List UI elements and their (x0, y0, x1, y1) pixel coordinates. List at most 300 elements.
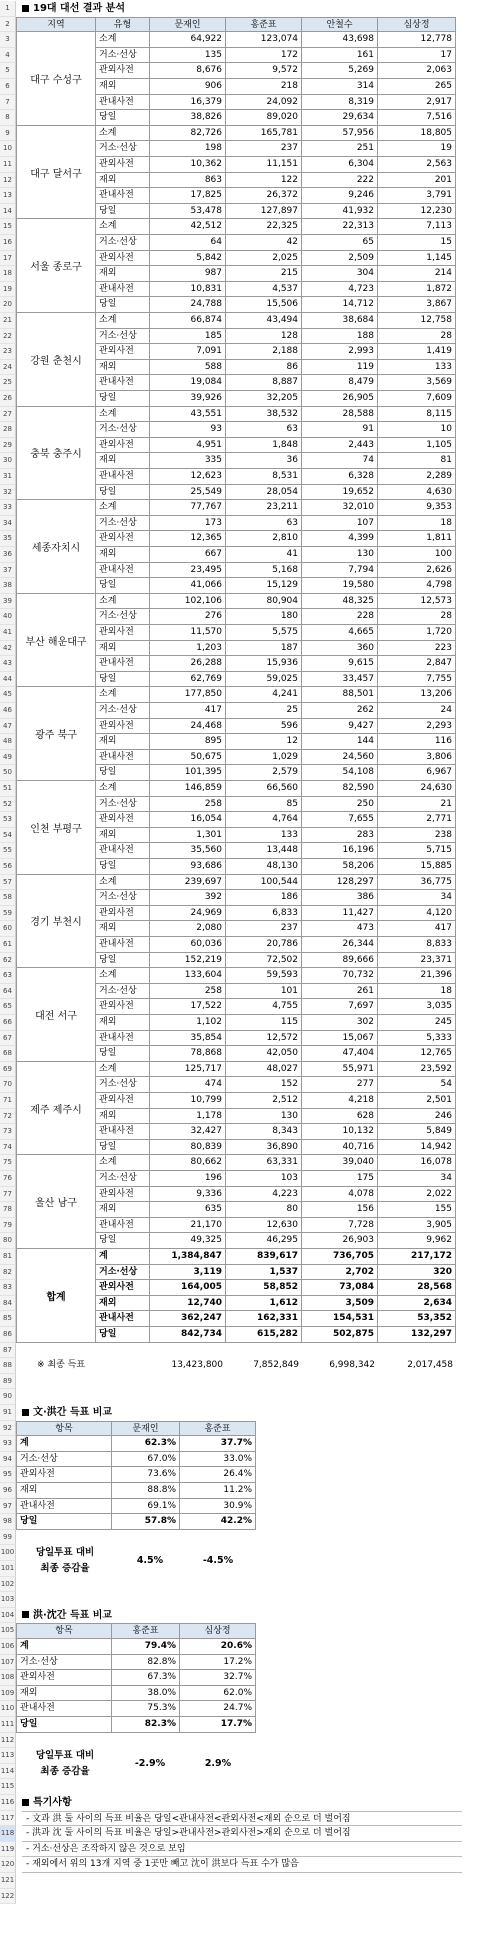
ahn-value[interactable]: 175 (302, 1171, 378, 1187)
row-number[interactable]: 113 (0, 1748, 16, 1764)
ahn-value[interactable]: 33,457 (302, 672, 378, 688)
moon-value[interactable]: 24,969 (150, 906, 226, 922)
row-number[interactable]: 107 (0, 1655, 16, 1671)
sim-value[interactable]: 4,630 (378, 485, 456, 501)
moon-hong-header[interactable]: 항목 (16, 1421, 112, 1437)
moon-value[interactable]: 258 (150, 984, 226, 1000)
sim-value[interactable]: 1,105 (378, 438, 456, 454)
ahn-value[interactable]: 57,956 (302, 126, 378, 142)
row-number[interactable]: 84 (0, 1296, 16, 1312)
note-line[interactable]: - 洪과 沈 둘 사이의 득표 비율은 당일>관내사전>관외사전>재외 순으로 더 벌어짐 (22, 1826, 462, 1842)
row-number[interactable]: 52 (0, 797, 16, 813)
ahn-value[interactable]: 32,010 (302, 500, 378, 516)
hong-value[interactable]: 839,617 (226, 1249, 302, 1265)
hong-value[interactable]: 103 (226, 1171, 302, 1187)
row-number[interactable]: 76 (0, 1171, 16, 1187)
type-cell[interactable]: 관외사전 (96, 812, 150, 828)
row-number[interactable]: 23 (0, 344, 16, 360)
row-number[interactable]: 114 (0, 1764, 16, 1780)
ahn-value[interactable]: 2,702 (302, 1265, 378, 1281)
row-number[interactable]: 80 (0, 1233, 16, 1249)
hong-value[interactable]: 2,025 (226, 251, 302, 267)
hong-sim-value-b[interactable]: 20.6% (180, 1639, 256, 1655)
row-number[interactable]: 55 (0, 843, 16, 859)
type-cell[interactable]: 관외사전 (96, 1187, 150, 1203)
hong-value[interactable]: 123,074 (226, 32, 302, 48)
sim-value[interactable]: 34 (378, 1171, 456, 1187)
ahn-value[interactable]: 8,479 (302, 375, 378, 391)
moon-value[interactable]: 135 (150, 48, 226, 64)
hong-value[interactable]: 12,572 (226, 1031, 302, 1047)
type-cell[interactable]: 당일 (96, 1327, 150, 1343)
type-cell[interactable]: 소계 (96, 968, 150, 984)
row-number[interactable]: 25 (0, 375, 16, 391)
row-number[interactable]: 40 (0, 609, 16, 625)
ahn-value[interactable]: 8,319 (302, 95, 378, 111)
type-cell[interactable]: 재외 (96, 360, 150, 376)
sim-value[interactable]: 320 (378, 1265, 456, 1281)
type-cell[interactable]: 재외 (96, 453, 150, 469)
hong-value[interactable]: 165,781 (226, 126, 302, 142)
type-cell[interactable]: 관외사전 (96, 906, 150, 922)
type-cell[interactable]: 당일 (96, 297, 150, 313)
row-number[interactable]: 72 (0, 1109, 16, 1125)
hong-value[interactable]: 6,833 (226, 906, 302, 922)
type-cell[interactable]: 소계 (96, 32, 150, 48)
sim-value[interactable]: 2,293 (378, 719, 456, 735)
sim-value[interactable]: 100 (378, 547, 456, 563)
ahn-value[interactable]: 277 (302, 1077, 378, 1093)
row-number[interactable]: 57 (0, 875, 16, 891)
moon-hong-item[interactable]: 거소·선상 (16, 1452, 112, 1468)
type-cell[interactable]: 거소·선상 (96, 48, 150, 64)
region-cell[interactable]: 대구 달서구 (16, 126, 96, 220)
moon-value[interactable]: 276 (150, 609, 226, 625)
hong-sim-value-a[interactable]: 67.3% (112, 1670, 180, 1686)
hong-value[interactable]: 101 (226, 984, 302, 1000)
row-number[interactable]: 104 (0, 1608, 16, 1624)
type-cell[interactable]: 재외 (96, 1202, 150, 1218)
hong-value[interactable]: 4,223 (226, 1187, 302, 1203)
hong-value[interactable]: 15,129 (226, 578, 302, 594)
region-cell[interactable]: 대전 서구 (16, 968, 96, 1062)
type-cell[interactable]: 관외사전 (96, 999, 150, 1015)
moon-hong-value-b[interactable]: 37.7% (180, 1436, 256, 1452)
row-number[interactable]: 67 (0, 1031, 16, 1047)
header-region[interactable]: 지역 (16, 17, 96, 33)
moon-hong-summary-a[interactable]: 4.5% (136, 1555, 164, 1567)
region-cell[interactable]: 대구 수성구 (16, 32, 96, 126)
moon-value[interactable]: 1,203 (150, 641, 226, 657)
row-number[interactable]: 28 (0, 422, 16, 438)
type-cell[interactable]: 소계 (96, 407, 150, 423)
row-number[interactable]: 5 (0, 63, 16, 79)
ahn-value[interactable]: 144 (302, 734, 378, 750)
hong-value[interactable]: 63 (226, 516, 302, 532)
hong-value[interactable]: 72,502 (226, 953, 302, 969)
hong-value[interactable]: 162,331 (226, 1311, 302, 1327)
row-number[interactable]: 71 (0, 1093, 16, 1109)
row-number[interactable]: 110 (0, 1701, 16, 1717)
hong-value[interactable]: 172 (226, 48, 302, 64)
sim-value[interactable]: 53,352 (378, 1311, 456, 1327)
row-number[interactable]: 90 (0, 1389, 16, 1405)
row-number[interactable]: 41 (0, 625, 16, 641)
moon-value[interactable]: 164,005 (150, 1280, 226, 1296)
ahn-value[interactable]: 26,903 (302, 1233, 378, 1249)
hong-value[interactable]: 4,537 (226, 282, 302, 298)
row-number[interactable]: 112 (0, 1733, 16, 1749)
moon-value[interactable]: 196 (150, 1171, 226, 1187)
sim-value[interactable]: 5,333 (378, 1031, 456, 1047)
row-number[interactable]: 38 (0, 578, 16, 594)
row-number[interactable]: 108 (0, 1670, 16, 1686)
ahn-value[interactable]: 26,905 (302, 391, 378, 407)
moon-value[interactable]: 53,478 (150, 204, 226, 220)
row-number[interactable]: 9 (0, 126, 16, 142)
hong-value[interactable]: 215 (226, 266, 302, 282)
row-number[interactable]: 116 (0, 1795, 16, 1811)
ahn-value[interactable]: 41,932 (302, 204, 378, 220)
ahn-value[interactable]: 2,443 (302, 438, 378, 454)
row-number[interactable]: 69 (0, 1062, 16, 1078)
hong-value[interactable]: 9,572 (226, 63, 302, 79)
moon-hong-value-a[interactable]: 88.8% (112, 1483, 180, 1499)
sim-value[interactable]: 54 (378, 1077, 456, 1093)
sim-value[interactable]: 201 (378, 173, 456, 189)
ahn-value[interactable]: 6,304 (302, 157, 378, 173)
row-number[interactable]: 64 (0, 984, 16, 1000)
moon-value[interactable]: 1,102 (150, 1015, 226, 1031)
type-cell[interactable]: 관내사전 (96, 843, 150, 859)
type-cell[interactable]: 거소·선상 (96, 516, 150, 532)
row-number[interactable]: 45 (0, 687, 16, 703)
sim-value[interactable]: 24,630 (378, 781, 456, 797)
row-number[interactable]: 106 (0, 1639, 16, 1655)
sim-value[interactable]: 1,145 (378, 251, 456, 267)
hong-value[interactable]: 63 (226, 422, 302, 438)
region-cell[interactable]: 경기 부천시 (16, 875, 96, 969)
row-number[interactable]: 115 (0, 1779, 16, 1795)
sim-value[interactable]: 246 (378, 1109, 456, 1125)
ahn-value[interactable]: 3,509 (302, 1296, 378, 1312)
moon-value[interactable]: 35,560 (150, 843, 226, 859)
sim-value[interactable]: 16,078 (378, 1155, 456, 1171)
row-number[interactable]: 14 (0, 204, 16, 220)
hong-value[interactable]: 8,887 (226, 375, 302, 391)
hong-value[interactable]: 615,282 (226, 1327, 302, 1343)
hong-value[interactable]: 1,612 (226, 1296, 302, 1312)
ahn-value[interactable]: 188 (302, 329, 378, 345)
row-number[interactable]: 78 (0, 1202, 16, 1218)
hong-value[interactable]: 66,560 (226, 781, 302, 797)
hong-value[interactable]: 4,241 (226, 687, 302, 703)
row-number[interactable]: 105 (0, 1623, 16, 1639)
sim-value[interactable]: 2,847 (378, 656, 456, 672)
row-number[interactable]: 93 (0, 1436, 16, 1452)
sim-value[interactable]: 24 (378, 703, 456, 719)
hong-value[interactable]: 5,168 (226, 563, 302, 579)
moon-value[interactable]: 17,825 (150, 188, 226, 204)
ahn-value[interactable]: 55,971 (302, 1062, 378, 1078)
moon-value[interactable]: 239,697 (150, 875, 226, 891)
moon-value[interactable]: 62,769 (150, 672, 226, 688)
type-cell[interactable]: 거소·선상 (96, 890, 150, 906)
hong-value[interactable]: 63,331 (226, 1155, 302, 1171)
hong-value[interactable]: 4,764 (226, 812, 302, 828)
ahn-value[interactable]: 29,634 (302, 110, 378, 126)
header-hong[interactable]: 홍준표 (226, 17, 302, 33)
type-cell[interactable]: 당일 (96, 391, 150, 407)
hong-value[interactable]: 115 (226, 1015, 302, 1031)
hong-value[interactable]: 128 (226, 329, 302, 345)
hong-value[interactable]: 59,025 (226, 672, 302, 688)
moon-value[interactable]: 8,676 (150, 63, 226, 79)
type-cell[interactable]: 재외 (96, 828, 150, 844)
type-cell[interactable]: 당일 (96, 672, 150, 688)
ahn-value[interactable]: 14,712 (302, 297, 378, 313)
ahn-value[interactable]: 16,196 (302, 843, 378, 859)
moon-value[interactable]: 12,365 (150, 531, 226, 547)
type-cell[interactable]: 재외 (96, 921, 150, 937)
row-number[interactable]: 102 (0, 1577, 16, 1593)
hong-value[interactable]: 2,512 (226, 1093, 302, 1109)
moon-hong-value-b[interactable]: 26.4% (180, 1467, 256, 1483)
moon-value[interactable]: 80,662 (150, 1155, 226, 1171)
row-number[interactable]: 81 (0, 1249, 16, 1265)
ahn-value[interactable]: 43,698 (302, 32, 378, 48)
moon-value[interactable]: 146,859 (150, 781, 226, 797)
type-cell[interactable]: 관내사전 (96, 1031, 150, 1047)
sim-value[interactable]: 2,501 (378, 1093, 456, 1109)
sim-value[interactable]: 2,022 (378, 1187, 456, 1203)
ahn-value[interactable]: 7,655 (302, 812, 378, 828)
hong-sim-value-a[interactable]: 79.4% (112, 1639, 180, 1655)
sim-value[interactable]: 7,113 (378, 219, 456, 235)
moon-value[interactable]: 102,106 (150, 594, 226, 610)
row-number[interactable]: 42 (0, 641, 16, 657)
sim-value[interactable]: 417 (378, 921, 456, 937)
sim-value[interactable]: 116 (378, 734, 456, 750)
hong-value[interactable]: 80 (226, 1202, 302, 1218)
ahn-value[interactable]: 314 (302, 79, 378, 95)
row-number[interactable]: 1 (0, 1, 16, 17)
ahn-value[interactable]: 4,078 (302, 1187, 378, 1203)
hong-value[interactable]: 237 (226, 921, 302, 937)
sim-value[interactable]: 5,715 (378, 843, 456, 859)
ahn-value[interactable]: 74 (302, 453, 378, 469)
hong-value[interactable]: 28,054 (226, 485, 302, 501)
ahn-value[interactable]: 48,325 (302, 594, 378, 610)
moon-value[interactable]: 17,522 (150, 999, 226, 1015)
hong-value[interactable]: 23,211 (226, 500, 302, 516)
ahn-value[interactable]: 7,728 (302, 1218, 378, 1234)
row-number[interactable]: 7 (0, 95, 16, 111)
sim-value[interactable]: 3,791 (378, 188, 456, 204)
sim-value[interactable]: 2,771 (378, 812, 456, 828)
type-cell[interactable]: 관외사전 (96, 719, 150, 735)
moon-value[interactable]: 133,604 (150, 968, 226, 984)
hong-value[interactable]: 130 (226, 1109, 302, 1125)
hong-value[interactable]: 58,852 (226, 1280, 302, 1296)
ahn-value[interactable]: 38,684 (302, 313, 378, 329)
row-number[interactable]: 77 (0, 1187, 16, 1203)
hong-sim-header[interactable]: 항목 (16, 1623, 112, 1639)
sim-value[interactable]: 17 (378, 48, 456, 64)
type-cell[interactable]: 관외사전 (96, 63, 150, 79)
row-number[interactable]: 11 (0, 157, 16, 173)
row-number[interactable]: 122 (0, 1889, 16, 1905)
row-number[interactable]: 83 (0, 1280, 16, 1296)
ahn-value[interactable]: 262 (302, 703, 378, 719)
type-cell[interactable]: 관외사전 (96, 531, 150, 547)
sim-value[interactable]: 28 (378, 329, 456, 345)
header-ahn[interactable]: 안철수 (302, 17, 378, 33)
hong-value[interactable]: 13,448 (226, 843, 302, 859)
row-number[interactable]: 96 (0, 1483, 16, 1499)
region-cell[interactable]: 세종자치시 (16, 500, 96, 594)
hong-sim-header[interactable]: 홍준표 (112, 1623, 180, 1639)
row-number[interactable]: 75 (0, 1155, 16, 1171)
hong-sim-value-a[interactable]: 82.3% (112, 1717, 180, 1733)
moon-value[interactable]: 1,178 (150, 1109, 226, 1125)
sim-value[interactable]: 4,798 (378, 578, 456, 594)
moon-value[interactable]: 362,247 (150, 1311, 226, 1327)
moon-value[interactable]: 4,951 (150, 438, 226, 454)
moon-value[interactable]: 43,551 (150, 407, 226, 423)
moon-value[interactable]: 23,495 (150, 563, 226, 579)
moon-hong-item[interactable]: 관외사전 (16, 1467, 112, 1483)
ahn-value[interactable]: 39,040 (302, 1155, 378, 1171)
hong-value[interactable]: 11,151 (226, 157, 302, 173)
row-number[interactable]: 33 (0, 500, 16, 516)
ahn-value[interactable]: 89,666 (302, 953, 378, 969)
hong-sim-value-a[interactable]: 38.0% (112, 1686, 180, 1702)
moon-hong-summary-b[interactable]: -4.5% (202, 1555, 234, 1567)
row-number[interactable]: 46 (0, 703, 16, 719)
hong-value[interactable]: 133 (226, 828, 302, 844)
row-number[interactable]: 58 (0, 890, 16, 906)
type-cell[interactable]: 관외사전 (96, 251, 150, 267)
hong-value[interactable]: 25 (226, 703, 302, 719)
row-number[interactable]: 79 (0, 1218, 16, 1234)
row-number[interactable]: 30 (0, 453, 16, 469)
sim-value[interactable]: 15,885 (378, 859, 456, 875)
type-cell[interactable]: 관외사전 (96, 1093, 150, 1109)
type-cell[interactable]: 재외 (96, 1109, 150, 1125)
ahn-value[interactable]: 7,794 (302, 563, 378, 579)
row-number[interactable]: 12 (0, 173, 16, 189)
sim-value[interactable]: 3,569 (378, 375, 456, 391)
row-number[interactable]: 26 (0, 391, 16, 407)
moon-hong-item[interactable]: 관내사전 (16, 1499, 112, 1515)
ahn-value[interactable]: 19,580 (302, 578, 378, 594)
hong-value[interactable]: 1,848 (226, 438, 302, 454)
hong-value[interactable]: 187 (226, 641, 302, 657)
final-hong[interactable]: 7,852,849 (253, 1360, 299, 1371)
moon-value[interactable]: 2,080 (150, 921, 226, 937)
row-number[interactable]: 119 (0, 1842, 16, 1858)
moon-value[interactable]: 64,922 (150, 32, 226, 48)
row-number[interactable]: 54 (0, 828, 16, 844)
hong-value[interactable]: 2,810 (226, 531, 302, 547)
row-number[interactable]: 94 (0, 1452, 16, 1468)
ahn-value[interactable]: 26,344 (302, 937, 378, 953)
hong-value[interactable]: 43,494 (226, 313, 302, 329)
ahn-value[interactable]: 250 (302, 797, 378, 813)
moon-value[interactable]: 5,842 (150, 251, 226, 267)
sim-value[interactable]: 21,396 (378, 968, 456, 984)
type-cell[interactable]: 관외사전 (96, 1280, 150, 1296)
final-sim[interactable]: 2,017,458 (407, 1360, 453, 1371)
ahn-value[interactable]: 304 (302, 266, 378, 282)
type-cell[interactable]: 거소·선상 (96, 329, 150, 345)
hong-sim-item[interactable]: 재외 (16, 1686, 112, 1702)
hong-value[interactable]: 36 (226, 453, 302, 469)
ahn-value[interactable]: 2,993 (302, 344, 378, 360)
ahn-value[interactable]: 9,427 (302, 719, 378, 735)
row-number[interactable]: 51 (0, 781, 16, 797)
row-number[interactable]: 15 (0, 219, 16, 235)
type-cell[interactable]: 계 (96, 1249, 150, 1265)
sim-value[interactable]: 133 (378, 360, 456, 376)
type-cell[interactable]: 관외사전 (96, 344, 150, 360)
moon-value[interactable]: 41,066 (150, 578, 226, 594)
row-number[interactable]: 97 (0, 1499, 16, 1515)
moon-value[interactable]: 11,570 (150, 625, 226, 641)
region-cell[interactable]: 합계 (16, 1249, 96, 1343)
moon-value[interactable]: 1,384,847 (150, 1249, 226, 1265)
row-number[interactable]: 118 (0, 1826, 16, 1842)
type-cell[interactable]: 당일 (96, 1046, 150, 1062)
row-number[interactable]: 70 (0, 1077, 16, 1093)
moon-value[interactable]: 9,336 (150, 1187, 226, 1203)
sim-value[interactable]: 3,867 (378, 297, 456, 313)
row-number[interactable]: 10 (0, 141, 16, 157)
ahn-value[interactable]: 24,560 (302, 750, 378, 766)
moon-value[interactable]: 863 (150, 173, 226, 189)
moon-value[interactable]: 24,788 (150, 297, 226, 313)
ahn-value[interactable]: 302 (302, 1015, 378, 1031)
hong-value[interactable]: 15,506 (226, 297, 302, 313)
row-number[interactable]: 87 (0, 1343, 16, 1359)
type-cell[interactable]: 소계 (96, 1155, 150, 1171)
moon-value[interactable]: 19,084 (150, 375, 226, 391)
row-number[interactable]: 6 (0, 79, 16, 95)
ahn-value[interactable]: 107 (302, 516, 378, 532)
moon-value[interactable]: 588 (150, 360, 226, 376)
type-cell[interactable]: 거소·선상 (96, 141, 150, 157)
hong-value[interactable]: 218 (226, 79, 302, 95)
sim-value[interactable]: 2,634 (378, 1296, 456, 1312)
ahn-value[interactable]: 19,652 (302, 485, 378, 501)
ahn-value[interactable]: 22,313 (302, 219, 378, 235)
row-number[interactable]: 95 (0, 1467, 16, 1483)
row-number[interactable]: 63 (0, 968, 16, 984)
sim-value[interactable]: 28,568 (378, 1280, 456, 1296)
sim-value[interactable]: 238 (378, 828, 456, 844)
hong-value[interactable]: 2,188 (226, 344, 302, 360)
sim-value[interactable]: 7,609 (378, 391, 456, 407)
sim-value[interactable]: 2,626 (378, 563, 456, 579)
sim-value[interactable]: 2,563 (378, 157, 456, 173)
sim-value[interactable]: 223 (378, 641, 456, 657)
moon-value[interactable]: 258 (150, 797, 226, 813)
moon-value[interactable]: 66,874 (150, 313, 226, 329)
type-cell[interactable]: 관내사전 (96, 1124, 150, 1140)
final-label[interactable]: ※ 최종 득표 (37, 1360, 86, 1371)
row-number[interactable]: 117 (0, 1811, 16, 1827)
